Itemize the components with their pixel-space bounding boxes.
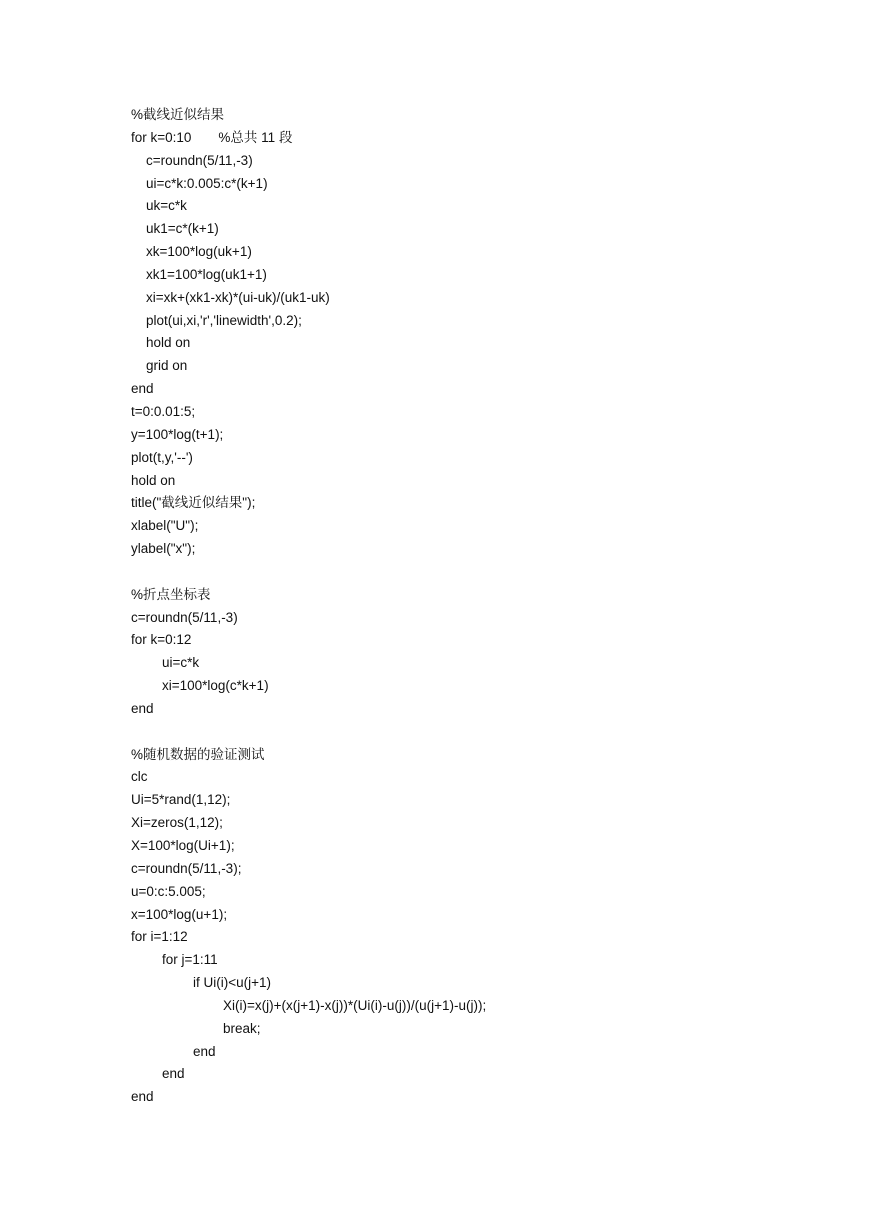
code-line: plot(t,y,'--') (131, 449, 193, 465)
code-line: for j=1:11 (162, 952, 218, 968)
code-line: Ui=5*rand(1,12); (131, 792, 231, 808)
code-line: xi=xk+(xk1-xk)*(ui-uk)/(uk1-uk) (146, 289, 330, 305)
code-line: c=roundn(5/11,-3); (131, 860, 242, 876)
blank-line (131, 721, 831, 744)
code-line: end (131, 700, 154, 716)
blank-line (131, 561, 831, 584)
code-line: break; (223, 1020, 261, 1036)
code-line: xk=100*log(uk+1) (146, 244, 252, 260)
code-line: end (131, 1089, 154, 1105)
code-line: clc (131, 769, 148, 785)
code-line: for i=1:12 (131, 929, 188, 945)
code-line: if Ui(i)<u(j+1) (193, 975, 272, 991)
code-line: xi=100*log(c*k+1) (162, 678, 269, 694)
code-line: c=roundn(5/11,-3) (146, 152, 253, 168)
code-line: X=100*log(Ui+1); (131, 838, 235, 853)
code-line: ylabel("x"); (131, 541, 196, 557)
comment-line: %随机数据的验证测试 (131, 746, 265, 762)
code-line: Xi(i)=x(j)+(x(j+1)-x(j))*(Ui(i)-u(j))/(u(j+1)-u(j)); (223, 997, 487, 1013)
code-text: for k=0:10 (131, 129, 192, 145)
code-line: ui=c*k:0.005:c*(k+1) (146, 175, 268, 191)
code-line-with-comment (131, 127, 831, 150)
code-line: x=100*log(u+1); (131, 906, 228, 922)
code-line: ui=c*k (162, 655, 200, 671)
code-line: title("截线近似结果"); (131, 495, 256, 511)
comment-line: %截线近似结果 (131, 107, 225, 122)
code-line: c=roundn(5/11,-3) (131, 609, 238, 625)
code-line: t=0:0.01:5; (131, 403, 196, 419)
code-line: xlabel("U"); (131, 518, 199, 534)
code-line: y=100*log(t+1); (131, 426, 224, 442)
code-line: uk=c*k (146, 198, 187, 214)
code-line: u=0:c:5.005; (131, 883, 206, 899)
code-line: hold on (131, 472, 176, 488)
code-line: plot(ui,xi,'r','linewidth',0.2); (146, 312, 302, 328)
code-line: hold on (146, 335, 191, 351)
code-line: for k=0:12 (131, 632, 192, 648)
code-line: grid on (146, 358, 188, 374)
code-line: uk1=c*(k+1) (146, 221, 219, 237)
code-line: end (162, 1066, 185, 1082)
code-line: end (131, 381, 154, 397)
code-line: end (193, 1043, 216, 1059)
comment-line: %折点坐标表 (131, 586, 211, 602)
code-line: Xi=zeros(1,12); (131, 815, 223, 831)
inline-comment: %总共 11 段 (218, 129, 293, 145)
code-line: xk1=100*log(uk1+1) (146, 266, 267, 282)
document-body (131, 104, 831, 1109)
